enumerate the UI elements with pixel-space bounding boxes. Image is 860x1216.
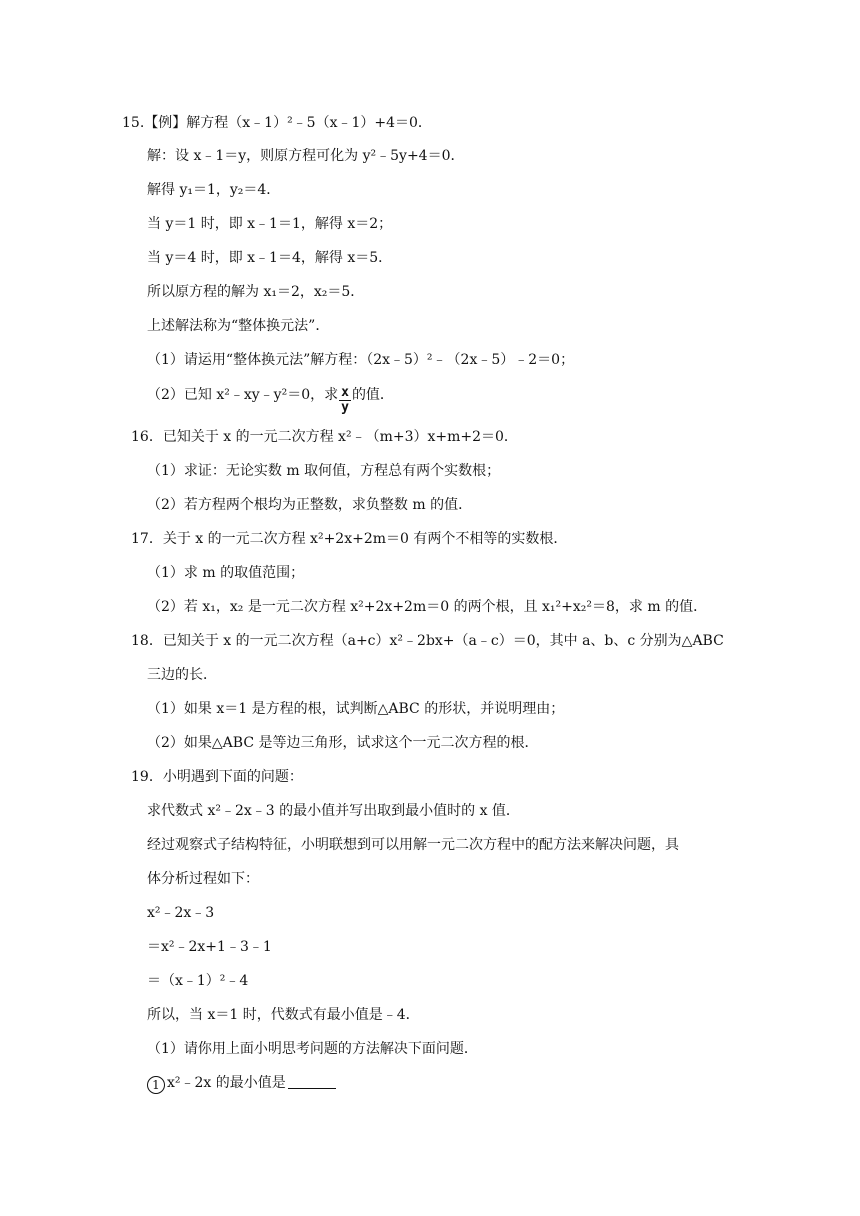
problem-19-sub-1 bbox=[147, 1073, 336, 1094]
problem-16-part-2: （2）若方程两个根均为正整数，求负整数 m 的值． bbox=[147, 497, 473, 513]
derivation-conclusion: 所以，当 x＝1 时，代数式有最小值是﹣4． bbox=[147, 1007, 420, 1023]
problem-19-analysis-cont: 体分析过程如下： bbox=[147, 871, 259, 887]
problem-19-analysis: 经过观察式子结构特征，小明联想到可以用解一元二次方程中的配方法来解决问题，具 bbox=[147, 837, 679, 853]
problem-18-part-1: （1）如果 x＝1 是方程的根，试判断△ABC 的形状，并说明理由； bbox=[147, 701, 565, 717]
problem-18-statement: 18．已知关于 x 的一元二次方程（a+c）x²﹣2bx+（a﹣c）＝0，其中 a、b、c 分别为△ABC bbox=[131, 633, 724, 649]
problem-15-part-1: （1）请运用“整体换元法”解方程：（2x﹣5）²﹣（2x﹣5）﹣2＝0； bbox=[147, 352, 575, 368]
fraction-x-over-y bbox=[339, 386, 351, 415]
problem-19-question: 求代数式 x²﹣2x﹣3 的最小值并写出取到最小值时的 x 值． bbox=[147, 803, 520, 819]
derivation-step-3: ＝（x﹣1）²﹣4 bbox=[147, 973, 249, 989]
problem-16-part-1: （1）求证：无论实数 m 取何值，方程总有两个实数根； bbox=[147, 463, 501, 479]
solution-substitution: 解：设 x﹣1＝y，则原方程可化为 y²﹣5y+4＝0． bbox=[147, 148, 465, 164]
problem-17-statement: 17．关于 x 的一元二次方程 x²+2x+2m＝0 有两个不相等的实数根． bbox=[131, 531, 568, 547]
answer-blank[interactable] bbox=[288, 1074, 336, 1089]
fraction-numerator: x bbox=[341, 385, 349, 400]
problem-19-part-1: （1）请你用上面小明思考问题的方法解决下面问题． bbox=[147, 1041, 478, 1057]
derivation-step-2: ＝x²﹣2x+1﹣3﹣1 bbox=[147, 939, 272, 955]
problem-16-statement: 16．已知关于 x 的一元二次方程 x²﹣（m+3）x+m+2＝0． bbox=[131, 429, 518, 445]
fraction-denominator: y bbox=[341, 400, 349, 415]
problem-19-statement: 19．小明遇到下面的问题： bbox=[131, 769, 303, 785]
problem-15-part-2-text: （2）已知 x²﹣xy﹣y²＝0，求 bbox=[147, 387, 339, 403]
sub-question-text: x²﹣2x 的最小值是 bbox=[167, 1075, 286, 1091]
problem-18-part-2: （2）如果△ABC 是等边三角形，试求这个一元二次方程的根． bbox=[147, 735, 539, 751]
solution-roots: 解得 y₁＝1，y₂＝4． bbox=[147, 182, 281, 198]
problem-15-part-2-tail: 的值． bbox=[351, 387, 394, 403]
solution-case-2: 当 y＝4 时，即 x﹣1＝4，解得 x＝5． bbox=[147, 250, 393, 266]
derivation-step-1: x²﹣2x﹣3 bbox=[147, 905, 215, 921]
solution-case-1: 当 y＝1 时，即 x﹣1＝1，解得 x＝2； bbox=[147, 216, 393, 232]
solution-conclusion: 所以原方程的解为 x₁＝2，x₂＝5． bbox=[147, 284, 365, 300]
problem-15-statement: 15.【例】解方程（x﹣1）²﹣5（x﹣1）+4＝0． bbox=[122, 115, 432, 131]
problem-18-statement-cont: 三边的长． bbox=[147, 667, 217, 683]
problem-17-part-2: （2）若 x₁，x₂ 是一元二次方程 x²+2x+2m＝0 的两个根，且 x₁²+x₂²＝8，求 m 的值． bbox=[147, 599, 708, 615]
method-name: 上述解法称为“整体换元法”． bbox=[147, 318, 330, 334]
problem-15-part-2 bbox=[147, 385, 394, 415]
problem-17-part-1: （1）求 m 的取值范围； bbox=[147, 565, 305, 581]
circled-number: 1 bbox=[147, 1076, 165, 1094]
